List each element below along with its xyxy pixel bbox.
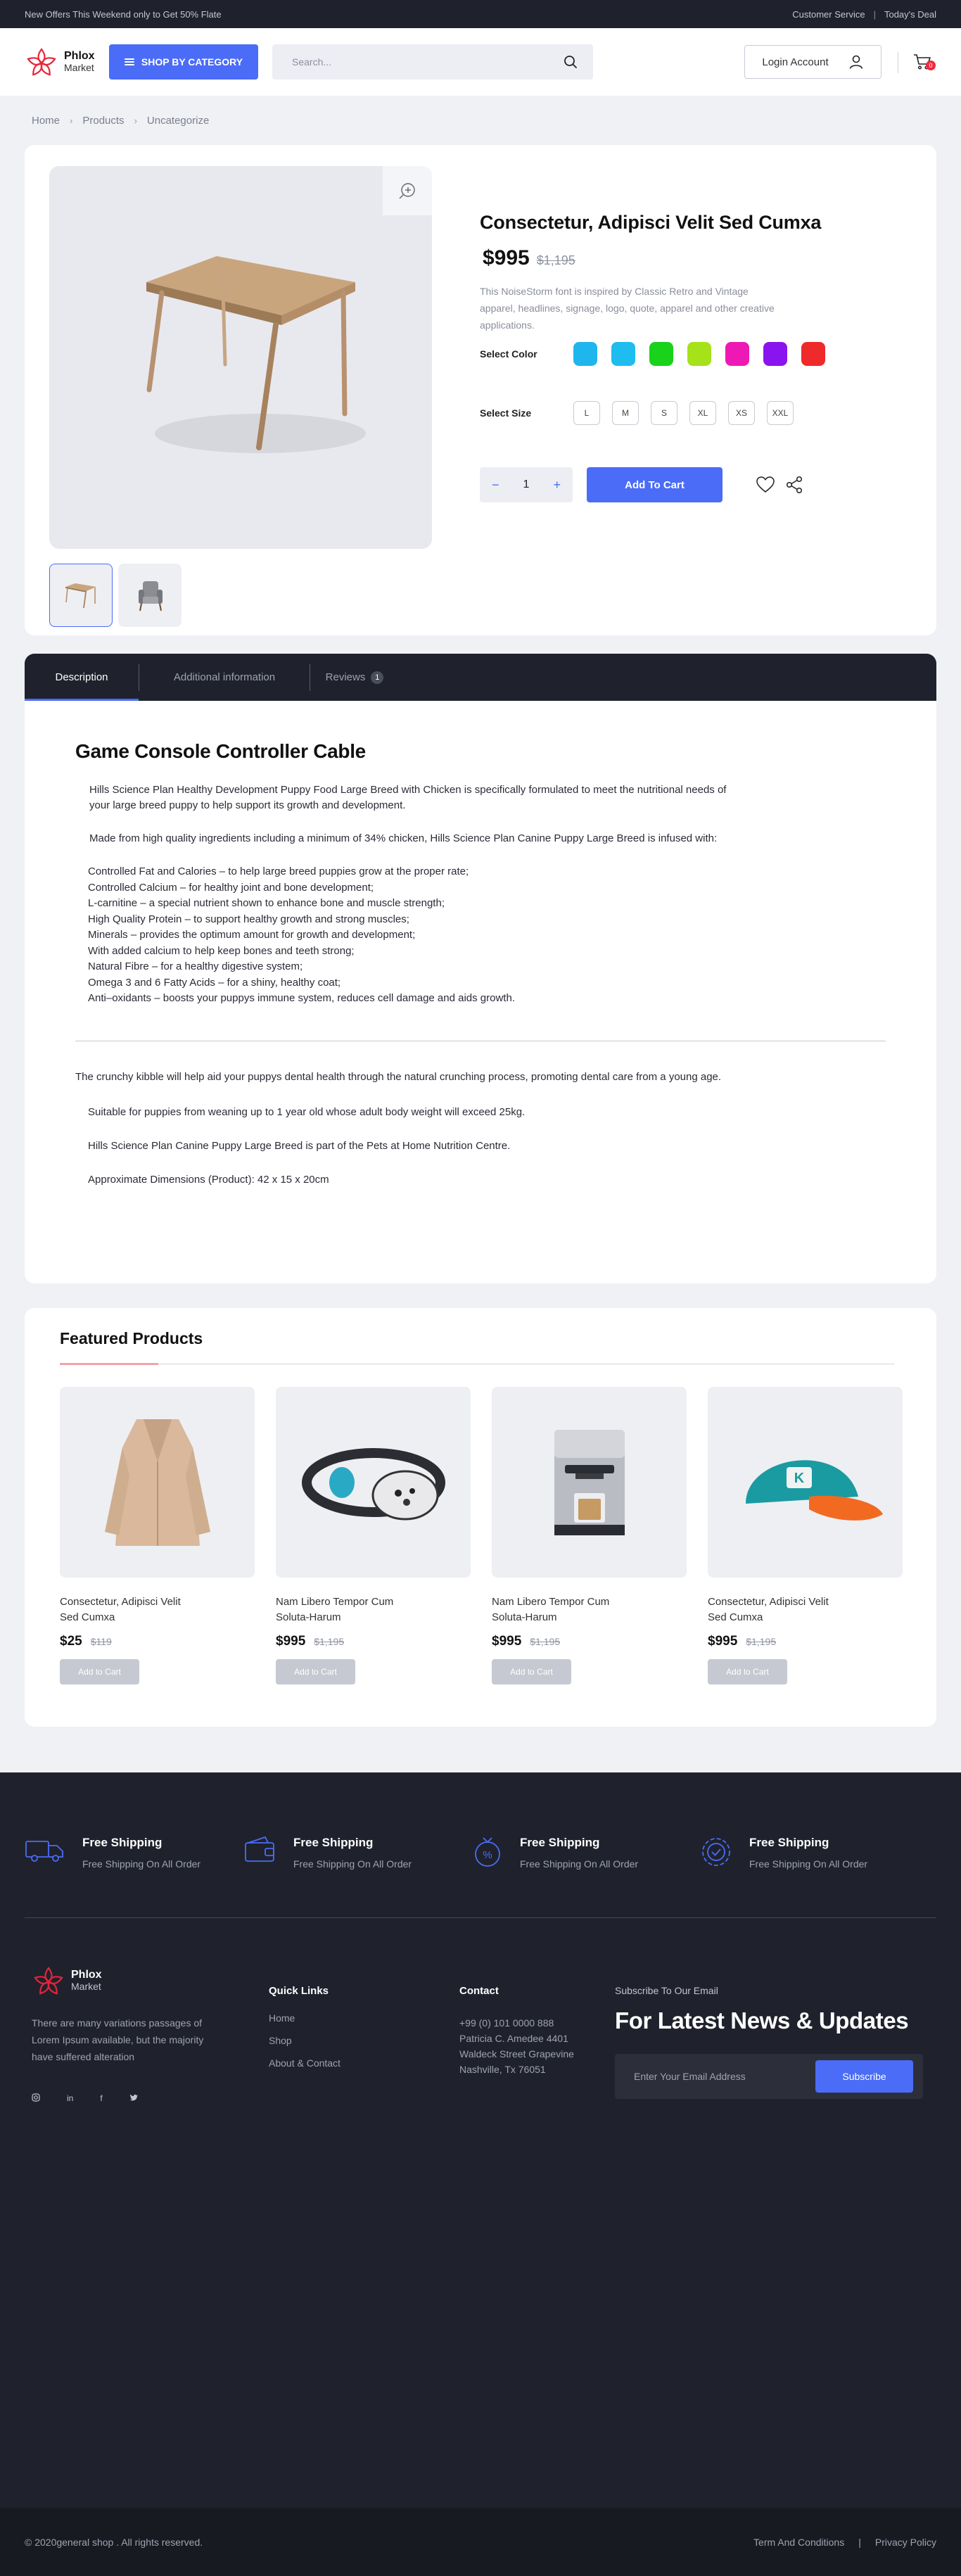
feature-title: Free Shipping — [293, 1836, 374, 1849]
color-swatch[interactable] — [725, 342, 749, 366]
snapback-cap-image — [725, 1426, 886, 1539]
tab-additional-label: Additional information — [173, 671, 276, 683]
product-price-row — [276, 1634, 471, 1649]
details-paragraph: Hills Science Plan Healthy Development Puppy Food Large Breed with Chicken is specifically formulated to meet the nutritional needs of your large breed puppy to help support its growth and development. — [89, 784, 727, 811]
share-icon[interactable] — [786, 476, 803, 494]
feature-subtitle: Free Shipping On All Order — [749, 1858, 868, 1870]
details-paragraph: Hills Science Plan Canine Puppy Large Breed is part of the Pets at Home Nutrition Centre. — [88, 1139, 511, 1152]
cart-button[interactable] — [913, 53, 936, 73]
site-footer — [0, 1772, 961, 2576]
product-tabs — [25, 654, 936, 1283]
footer-newsletter — [615, 1985, 923, 2099]
brand-name: Phlox — [71, 1969, 102, 1981]
tab-bar — [25, 654, 936, 701]
price-row — [480, 246, 902, 270]
footer-about-text: There are many variations passages of Lorem Ipsum available, but the majority have suffered alteration — [32, 2017, 204, 2062]
product-card[interactable] — [60, 1387, 255, 1684]
gaming-headset-image — [293, 1426, 454, 1539]
breadcrumb-products[interactable]: Products — [82, 114, 125, 127]
brand-name: Phlox — [64, 50, 95, 63]
product-card[interactable] — [276, 1387, 471, 1684]
quantity-plus-button[interactable]: + — [553, 477, 561, 492]
feature-item — [25, 1836, 244, 1870]
svg-text:K: K — [794, 1470, 804, 1486]
product-old-price: $119 — [90, 1636, 112, 1647]
breadcrumb — [0, 96, 961, 145]
login-account-button[interactable] — [744, 45, 882, 79]
armchair-thumb-image — [129, 574, 171, 616]
twitter-icon[interactable] — [129, 2093, 139, 2102]
thumbnail-strip — [49, 564, 182, 627]
quantity-stepper — [480, 467, 573, 502]
size-option[interactable]: L — [573, 401, 600, 425]
details-paragraph: Approximate Dimensions (Product): 42 x 15 x 20cm — [88, 1173, 329, 1186]
size-selector — [480, 401, 902, 425]
subscribe-button[interactable]: Subscribe — [815, 2060, 913, 2093]
table-thumb-image — [60, 574, 102, 616]
search-bar — [272, 44, 593, 80]
top-bar — [0, 0, 961, 28]
product-card[interactable] — [492, 1387, 687, 1684]
chevron-right-icon: › — [70, 115, 73, 126]
feature-title: Free Shipping — [520, 1836, 600, 1849]
quantity-minus-button[interactable]: − — [492, 477, 499, 492]
product-old-price: $1,195 — [746, 1636, 777, 1647]
top-links — [792, 9, 936, 20]
feature-subtitle: Free Shipping On All Order — [82, 1858, 201, 1870]
logo-text — [64, 51, 95, 72]
chevron-right-icon: › — [134, 115, 137, 126]
zoom-button[interactable] — [383, 166, 432, 215]
product-price: $995 — [492, 1634, 522, 1649]
feature-subtitle: Free Shipping On All Order — [520, 1858, 639, 1870]
list-item: Omega 3 and 6 Fatty Acids – for a shiny, healthy coat; — [88, 976, 341, 989]
select-color-label: Select Color — [480, 348, 537, 360]
add-to-cart-button[interactable]: Add to Cart — [276, 1659, 355, 1684]
list-item: Natural Fibre – for a healthy digestive system; — [88, 960, 303, 972]
product-price-row — [60, 1634, 255, 1649]
product-image[interactable] — [492, 1387, 687, 1578]
copyright-bar — [0, 2508, 961, 2576]
fur-coat-image — [87, 1405, 228, 1560]
color-swatch[interactable] — [801, 342, 825, 366]
customer-service-link[interactable]: Customer Service — [792, 8, 865, 20]
tab-reviews-label: Reviews — [325, 671, 366, 683]
product-info — [480, 212, 902, 502]
feature-item — [472, 1836, 700, 1870]
product-name[interactable]: Nam Libero Tempor Cum Soluta-Harum — [276, 1596, 394, 1623]
size-option[interactable]: XXL — [767, 401, 794, 425]
feature-subtitle: Free Shipping On All Order — [293, 1858, 412, 1870]
social-links — [32, 2093, 208, 2103]
badge-icon — [700, 1836, 732, 1868]
newsletter-form — [615, 2054, 923, 2099]
footer-about — [32, 1964, 208, 2103]
instagram-icon[interactable] — [32, 2093, 40, 2102]
truck-icon — [25, 1836, 65, 1864]
list-item: High Quality Protein – to support healthy growth and strong muscles; — [88, 913, 409, 925]
login-label: Login Account — [762, 56, 829, 68]
product-grid — [60, 1387, 901, 1684]
tab-additional-information[interactable] — [139, 654, 310, 701]
product-image[interactable] — [60, 1387, 255, 1578]
add-to-cart-row — [480, 467, 902, 502]
size-option[interactable]: S — [651, 401, 677, 425]
product-image[interactable] — [708, 1387, 903, 1578]
product-name[interactable]: Nam Libero Tempor Cum Soluta-Harum — [492, 1596, 610, 1623]
footer-link-shop[interactable]: Shop — [269, 2035, 292, 2046]
shop-by-category-label: SHOP BY CATEGORY — [141, 56, 243, 68]
feature-item — [700, 1836, 867, 1870]
tab-description-label: Description — [55, 671, 108, 683]
contact-title: Contact — [459, 1985, 499, 1997]
logo-flower-icon — [25, 45, 58, 79]
logo-text — [71, 1969, 102, 1991]
wooden-table-image — [49, 166, 432, 549]
details-list — [88, 864, 886, 1007]
quantity-value[interactable]: 1 — [523, 478, 530, 490]
list-item: Controlled Fat and Calories – to help large breed puppies grow at the proper rate; — [88, 865, 469, 877]
list-item: Minerals – provides the optimum amount for growth and development; — [88, 929, 416, 941]
product-description: This NoiseStorm font is inspired by Classic Retro and Vintage apparel, headlines, signage, logo, quote, apparel and other creative applications. — [480, 286, 775, 331]
contact-address-line: Patricia C. Amedee 4401 — [459, 2033, 568, 2044]
featured-products — [25, 1308, 936, 1727]
description-panel — [25, 701, 936, 1283]
feature-item — [244, 1836, 472, 1870]
footer-divider — [25, 1917, 936, 1918]
subscribe-title: For Latest News & Updates — [615, 2007, 909, 2033]
product-old-price: $1,195 — [530, 1636, 561, 1647]
list-item: L-carnitine – a special nutrient shown to enhance bone and muscle strength; — [88, 897, 445, 909]
breadcrumb-current: Uncategorize — [146, 114, 210, 127]
product-title: Consectetur, Adipisci Velit Sed Cumxa — [480, 212, 822, 233]
heart-icon[interactable] — [756, 476, 775, 493]
product-image[interactable] — [276, 1387, 471, 1578]
svg-text:%: % — [483, 1849, 492, 1861]
logo[interactable] — [25, 45, 108, 79]
copyright-text: © 2020general shop . All rights reserved. — [25, 2536, 203, 2548]
product-price: $995 — [708, 1634, 738, 1649]
details-paragraph: Suitable for puppies from weaning up to 1 year old whose adult body weight will exceed 25kg. — [88, 1105, 526, 1118]
tab-description[interactable] — [25, 654, 139, 701]
product-price-row — [708, 1634, 903, 1649]
product-name[interactable]: Consectetur, Adipisci Velit Sed Cumxa — [708, 1596, 829, 1623]
product-section — [25, 145, 936, 635]
footer-logo[interactable] — [32, 1964, 208, 1998]
feature-title: Free Shipping — [749, 1836, 829, 1849]
add-to-cart-button[interactable]: Add to Cart — [492, 1659, 571, 1684]
breadcrumb-home[interactable]: Home — [32, 114, 61, 127]
privacy-link[interactable]: Privacy Policy — [874, 2536, 936, 2548]
product-old-price: $1,195 — [536, 253, 575, 267]
tab-reviews[interactable] — [310, 654, 399, 701]
promo-text: New Offers This Weekend only to Get 50% Flate — [25, 8, 222, 20]
brand-sub: Market — [71, 1981, 101, 1993]
details-paragraph: The crunchy kibble will help aid your puppys dental health through the natural crunching process, promoting dental care from a young age. — [75, 1070, 722, 1083]
details-paragraph: Made from high quality ingredients including a minimum of 34% chicken, Hills Science Plan Canine Puppy Large Breed is infused with: — [89, 832, 718, 844]
email-field[interactable] — [634, 2071, 815, 2082]
color-swatch[interactable] — [573, 342, 597, 366]
feature-title: Free Shipping — [82, 1836, 163, 1849]
legal-separator: | — [858, 2536, 861, 2548]
details-title: Game Console Controller Cable — [75, 740, 366, 762]
terms-link[interactable]: Term And Conditions — [753, 2536, 845, 2548]
thumbnail-chair[interactable] — [118, 564, 182, 627]
thumbnail-table[interactable] — [49, 564, 113, 627]
product-old-price: $1,195 — [314, 1636, 345, 1647]
zoom-in-icon — [398, 182, 416, 200]
cart-count-badge: 0 — [926, 61, 936, 70]
facebook-icon[interactable]: f — [100, 2093, 103, 2103]
list-item: Controlled Calcium – for healthy joint and bone development; — [88, 881, 374, 894]
product-price: $995 — [483, 246, 530, 269]
brand-sub: Market — [64, 62, 94, 74]
top-separator: | — [873, 8, 876, 20]
size-option[interactable]: XS — [728, 401, 755, 425]
color-swatch[interactable] — [649, 342, 673, 366]
size-option[interactable]: XL — [689, 401, 716, 425]
shop-by-category-button[interactable] — [109, 44, 258, 80]
espresso-machine-image — [533, 1416, 646, 1549]
product-name[interactable]: Consectetur, Adipisci Velit Sed Cumxa — [60, 1596, 181, 1623]
list-item: Anti–oxidants – boosts your puppys immune system, reduces cell damage and aids growth. — [88, 992, 515, 1004]
add-to-cart-button[interactable]: Add to Cart — [60, 1659, 139, 1684]
reviews-count-badge: 1 — [371, 671, 383, 684]
color-swatch[interactable] — [763, 342, 787, 366]
footer-contact — [459, 1985, 574, 2077]
footer-link-about[interactable]: About & Contact — [269, 2057, 341, 2069]
wallet-icon — [244, 1836, 276, 1864]
linkedin-icon[interactable]: in — [67, 2093, 74, 2103]
quick-links-title: Quick Links — [269, 1985, 329, 1997]
featured-title: Featured Products — [60, 1329, 203, 1347]
feature-strip — [25, 1836, 936, 1870]
list-item: With added calcium to help keep bones and teeth strong; — [88, 944, 355, 957]
product-main-image[interactable] — [49, 166, 432, 549]
menu-icon — [125, 58, 134, 65]
product-card[interactable] — [708, 1387, 903, 1684]
add-to-cart-button[interactable]: Add To Cart — [587, 467, 723, 502]
product-price: $995 — [276, 1634, 306, 1649]
add-to-cart-button[interactable]: Add to Cart — [708, 1659, 787, 1684]
search-input[interactable] — [292, 56, 545, 68]
contact-address-line: Waldeck Street Grapevine — [459, 2048, 574, 2060]
product-price-row — [492, 1634, 687, 1649]
footer-link-home[interactable]: Home — [269, 2012, 295, 2024]
discount-icon — [472, 1836, 503, 1868]
footer-quick-links — [269, 1985, 341, 2069]
color-selector — [480, 342, 902, 366]
product-price: $25 — [60, 1634, 82, 1649]
select-size-label: Select Size — [480, 407, 532, 419]
color-swatch[interactable] — [611, 342, 635, 366]
size-option[interactable]: M — [612, 401, 639, 425]
legal-links — [753, 2537, 936, 2548]
contact-phone[interactable]: +99 (0) 101 0000 888 — [459, 2017, 554, 2029]
search-icon[interactable] — [564, 55, 578, 69]
subscribe-kicker: Subscribe To Our Email — [615, 1985, 718, 1996]
todays-deal-link[interactable]: Today's Deal — [884, 8, 936, 20]
logo-flower-icon — [32, 1964, 65, 1998]
contact-address-line: Nashville, Tx 76051 — [459, 2064, 546, 2075]
user-icon — [848, 54, 864, 70]
color-swatch[interactable] — [687, 342, 711, 366]
site-header — [0, 28, 961, 96]
